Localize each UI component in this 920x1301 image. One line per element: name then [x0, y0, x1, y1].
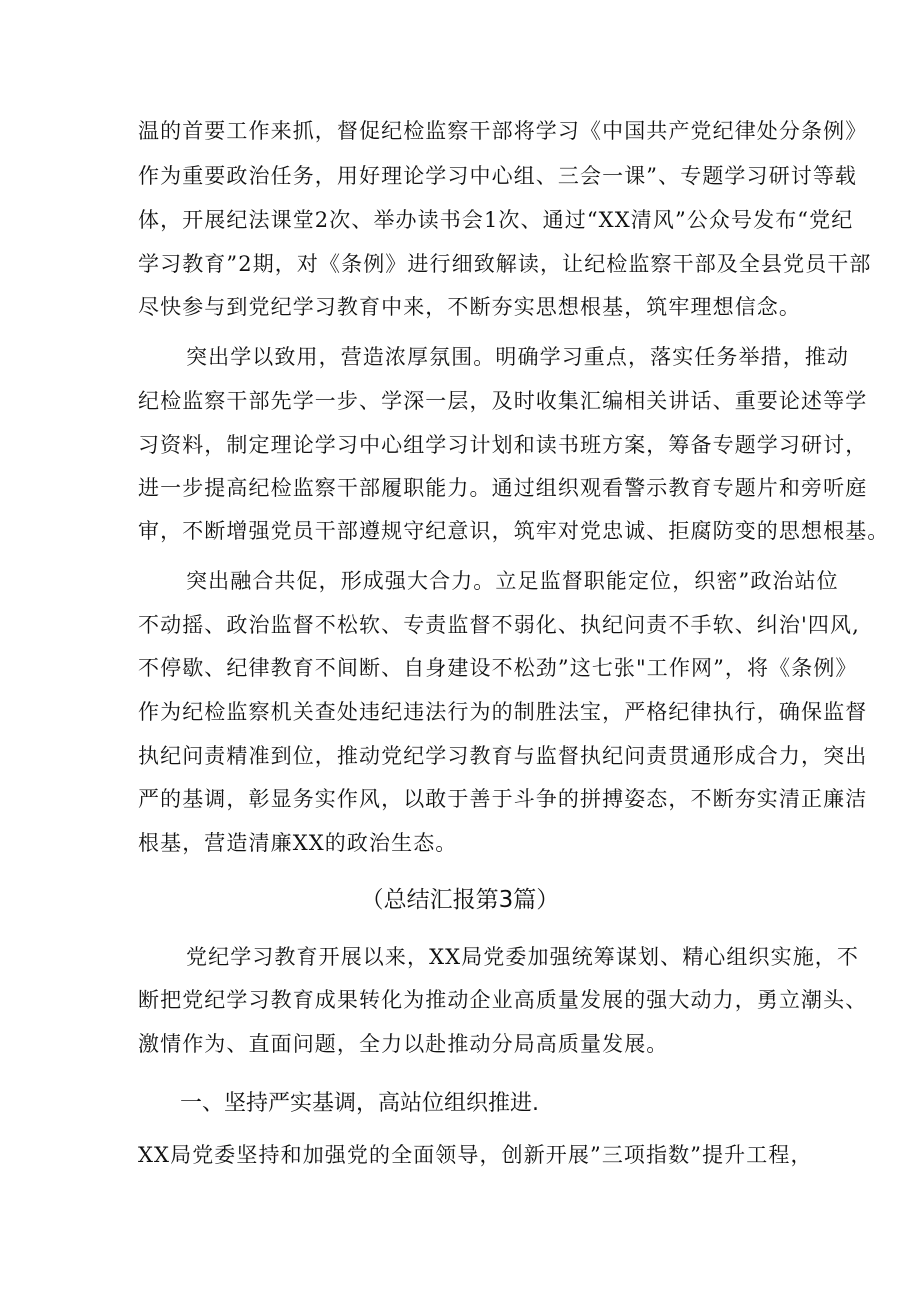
- section-heading: 一、坚持严实基调，高站位组织推进.: [180, 1091, 539, 1116]
- paragraph-1-line: 体，开展纪法课堂2次、举办读书会1次、通过“XX清风”公众号发布“党纪: [138, 208, 854, 232]
- paragraph-3-line: 作为纪检监察机关查处违纪违法行为的制胜法宝，严格纪律执行，确保监督: [138, 700, 868, 724]
- paragraph-5-line: XX局党委坚持和加强党的全面领导，创新开展”三项指数”提升工程，: [138, 1143, 813, 1167]
- paragraph-4-line: 断把党纪学习教育成果转化为推动企业高质量发展的强大动力，勇立潮头、: [138, 988, 868, 1012]
- paragraph-1-line: 学习教育”2期，对《条例》进行细致解读，让纪检监察干部及全县党员干部: [138, 252, 872, 276]
- paragraph-3-line: 根基，营造清廉XX的政治生态。: [138, 831, 458, 855]
- paragraph-4-line: 激情作为、直面问题，全力以赴推动分局高质量发展。: [138, 1032, 669, 1056]
- paragraph-1-line: 温的首要工作来抓，督促纪检监察干部将学习《中国共产党纪律处分条例》: [138, 119, 868, 143]
- paragraph-3-line: 严的基调，彰显务实作风，以敢于善于斗争的拼搏姿态，不断夯实清正廉洁: [138, 787, 868, 811]
- paragraph-4-line: 党纪学习教育开展以来，XX局党委加强统筹谋划、精心组织实施，不: [186, 945, 859, 969]
- paragraph-3-line: 突出融合共促，形成强大合力。立足监督职能定位，织密”政治站位: [186, 569, 839, 593]
- paragraph-2-line: 审，不断增强党员干部遵规守纪意识，筑牢对党忠诚、拒腐防变的思想根基。: [138, 519, 890, 543]
- paragraph-3-line: 不停歇、纪律教育不间断、自身建设不松劲”这七张"工作网”，将《条例》: [138, 656, 858, 680]
- paragraph-2-line: 纪检监察干部先学一步、学深一层，及时收集汇编相关讲话、重要论述等学: [138, 389, 868, 413]
- paragraph-1-line: 作为重要政治任务，用好理论学习中心组、三会一课”、专题学习研讨等载: [138, 164, 858, 188]
- paragraph-2-line: 进一步提高纪检监察干部履职能力。通过组织观看警示教育专题片和旁听庭: [138, 476, 868, 500]
- paragraph-3-line: 执纪问责精准到位，推动党纪学习教育与监督执纪问责贯通形成合力，突出: [138, 744, 868, 768]
- paragraph-1-line: 尽快参与到党纪学习教育中来，不断夯实思想根基，筑牢理想信念。: [138, 295, 801, 319]
- paragraph-2-line: 突出学以致用，营造浓厚氛围。明确学习重点，落实任务举措，推动: [186, 345, 849, 369]
- document-title: （总结汇报第3篇）: [360, 887, 560, 913]
- paragraph-2-line: 习资料，制定理论学习中心组学习计划和读书班方案，筹备专题学习研讨，: [138, 433, 868, 457]
- paragraph-3-line: 不动摇、政治监督不松软、专责监督不弱化、执纪问责不手软、纠治'四风,: [138, 613, 860, 637]
